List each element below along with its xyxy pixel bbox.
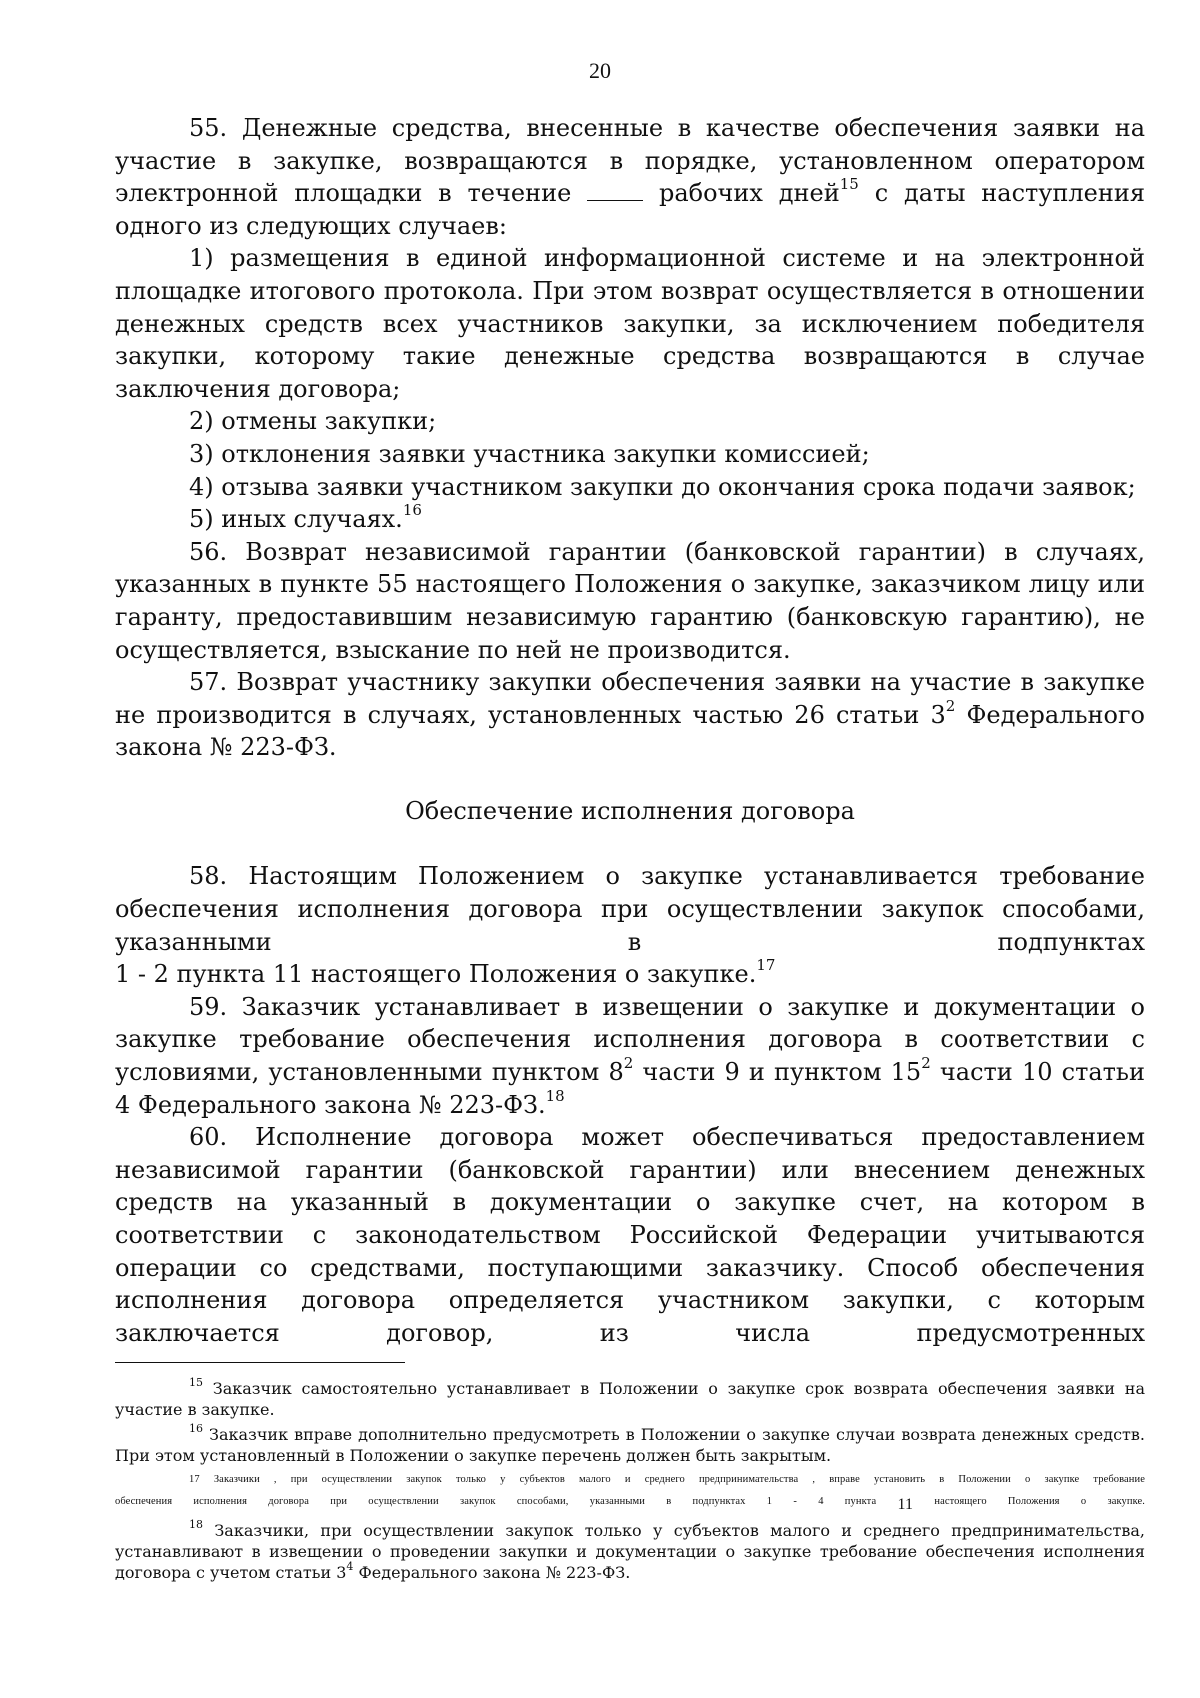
paragraph-58: [115, 860, 1145, 990]
paragraph-55-text-b: рабочих дней: [658, 179, 840, 208]
footnote-ref-16[interactable]: 16: [402, 501, 422, 520]
paragraph-57-superscript: 2: [945, 696, 956, 715]
section-heading: Обеспечение исполнения договора: [405, 796, 855, 825]
list-item-3: 3) отклонения заявки участника закупки комиссией;: [189, 439, 870, 468]
footnote-16: [115, 1421, 1145, 1466]
paragraph-60: 60. Исполнение договора может обеспечиваться предоставлением независимой гарантии (банковской гарантии) или внесением денежных средств на указанный в документации о закупке счет, на котором в соответствии с законодательством Российской Федерации учитываются операции со средствами, поступающими заказчику. Способ обеспечения исполнения договора определяется участником закупки, с которым заключается договор, из числа предусмотренных: [115, 1123, 1145, 1347]
paragraph-55: [115, 112, 1145, 242]
paragraph-57-text-b: Федерального закона № 223-ФЗ.: [115, 700, 1145, 762]
footnote-18-text-b: Федерального закона № 223-ФЗ.: [358, 1563, 631, 1582]
paragraph-55-text-c: с даты наступления одного из следующих случаев:: [115, 179, 1145, 240]
paragraph-55-text-a: 55. Денежные средства, внесенные в качестве обеспечения заявки на участие в закупке, возвращаются в порядке, установленном оператором электронной площадки в течение: [115, 114, 1145, 208]
paragraph-59-text-c: части 10 статьи 4 Федерального закона № 223-ФЗ.: [115, 1058, 1145, 1119]
footnote-17: [115, 1470, 1145, 1512]
footnote-ref-15[interactable]: 15: [839, 175, 859, 194]
footnote-17-text-c: 11: [897, 1496, 914, 1513]
footnote-15: [115, 1375, 1145, 1420]
paragraph-59-text-b: части 9 и пунктом 15: [642, 1058, 922, 1087]
list-item-2: 2) отмены закупки;: [189, 407, 437, 436]
document-body: [115, 112, 1145, 1349]
paragraph-57-text-a: 57. Возврат участнику закупки обеспечения заявки на участие в закупке не производится в случаях, установленных частью 26 статьи 3: [115, 668, 1145, 729]
footnote-18: [115, 1517, 1146, 1583]
paragraph-59-text-a: 59. Заказчик устанавливает в извещении о закупке и документации о закупке требование обеспечения исполнения договора в соответствии с условиями, установленными пунктом 8: [115, 992, 1145, 1087]
footnote-15-number: 15: [189, 1375, 203, 1389]
paragraph-58-text-a: 58. Настоящим Положением о закупке устанавливается требование обеспечения исполнения договора при осуществлении закупок способами, указанными в подпунктах: [115, 862, 1145, 956]
paragraph-59-superscript-1: 2: [623, 1054, 634, 1073]
footnote-ref-17[interactable]: 17: [756, 956, 776, 975]
footnote-18-number: 18: [189, 1517, 203, 1531]
footnote-17-text-a: 17 Заказчики , при осуществлении закупок только у субъектов малого и среднего предпринимательства , вправе установить в Положении о закупке требование: [189, 1474, 1145, 1485]
footnote-18-superscript: 4: [346, 1559, 354, 1573]
footnote-16-number: 16: [189, 1421, 203, 1435]
paragraph-58-text-b: 1 - 2 пункта 11 настоящего Положения о закупке.: [115, 960, 757, 989]
paragraph-59: [115, 991, 1145, 1121]
footnote-separator: [115, 1362, 405, 1363]
footnote-17-text-b: обеспечения исполнения договора при осуществлении закупок способами, указанными в подпунктах 1 - 4 пункта: [115, 1496, 877, 1507]
footnotes: [115, 1375, 1146, 1587]
footnote-16-text: Заказчик вправе дополнительно предусмотреть в Положении о закупке случаи возврата денежных средств. При этом установленный в Положении о закупке перечень должен быть закрытым.: [115, 1425, 1145, 1465]
list-item-4: 4) отзыва заявки участником закупки до окончания срока подачи заявок;: [189, 472, 1136, 501]
footnote-17-text-d: настоящего Положения о закупке.: [934, 1496, 1146, 1507]
paragraph-57: [115, 666, 1145, 764]
footnote-18-text-a: Заказчики, при осуществлении закупок только у субъектов малого и среднего предпринимательства, устанавливают в извещении о проведении закупки и документации о закупке требование обеспечения исполнения договора с учетом статьи 3: [115, 1521, 1146, 1582]
footnote-ref-18[interactable]: 18: [545, 1086, 565, 1105]
paragraph-59-superscript-2: 2: [921, 1054, 931, 1073]
footnote-15-text: Заказчик самостоятельно устанавливает в Положении о закупке срок возврата обеспечения заявки на участие в закупке.: [115, 1379, 1145, 1419]
paragraph-58-text-b-line: [115, 958, 1145, 991]
list-item-5-text: 5) иных случаях.: [189, 505, 403, 534]
paragraph-56: 56. Возврат независимой гарантии (банковской гарантии) в случаях, указанных в пункте 55 настоящего Положения о закупке, заказчиком лицу или гаранту, предоставившим независимую гарантию (банковскую гарантию), не осуществляется, взыскание по ней не производится.: [115, 537, 1145, 664]
blank-field: [587, 180, 643, 201]
page-number: 20: [589, 58, 611, 83]
list-item-5: [115, 503, 1145, 536]
list-item-1: 1) размещения в единой информационной системе и на электронной площадке итогового протокола. При этом возврат осуществляется в отношении денежных средств всех участников закупки, за исключением победителя закупки, которому такие денежные средства возвращаются в случае заключения договора;: [115, 244, 1145, 403]
